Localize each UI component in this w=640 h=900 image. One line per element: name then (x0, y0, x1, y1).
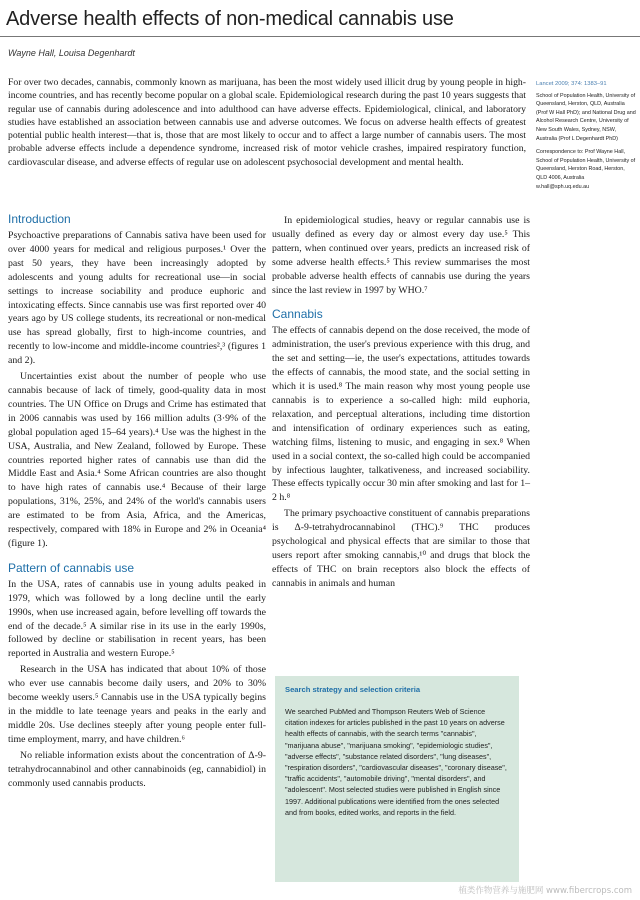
cannabis-paragraph-1: The effects of cannabis depend on the dose received, the mode of administration, the user's previous experience with this drug, and the set and setting—ie, the user's expectations, attitudes towards the effects of cannabis, the mood state, and the social setting in which it is used.⁸ The main reason why most young people use cannabis is to experience a so-called high: mild euphoria, relaxation, and perceptual alterations, including time distortion and intensification of ordinary experiences such as eating, watching films, listening to music, and engaging in sex.⁸ When used in a social context, the so-called high could be accompanied by infectious laughter, talkativeness, and increased sociability. These effects typically occur 30 min after smoking and last for 1–2 h.⁸ (272, 325, 530, 504)
correspondence: Correspondence to: Prof Wayne Hall, School of Population Health, University of Queensland, Herston Road, Herston, QLD 4006, Australia w.hall@sph.uq.edu.au (536, 149, 636, 190)
affiliation: School of Population Health, University of Queensland, Herston, QLD, Australia (Prof W Hall PhD); and National Drug and Alcohol Research Centre, University of New South Wales, Sydney, NSW, Australia (Prof L Degenhardt PhD) (536, 92, 636, 142)
pattern-paragraph-2: Research in the USA has indicated that about 10% of those who ever use cannabis become daily users, and 20% to 30% become weekly users.⁵ Cannabis use in the USA typically begins in the middle to late teenage years and peaks in the early and middle 20s. Use declines steeply after young people enter full-time employment, marry, and have children.⁶ (8, 664, 266, 745)
right-intro-paragraph: In epidemiological studies, heavy or regular cannabis use is usually defined as every day or almost every day use.⁵ This pattern, when continued over years, predicts an increased risk of some adverse health effects.⁵ This review summarises the most probable adverse health effects of cannabis use during the years since the last review in 1997 by WHO.⁷ (272, 215, 530, 296)
introduction-paragraph-2: Uncertainties exist about the number of people who use cannabis because of lack of timely, good-quality data in most countries. The UN Office on Drugs and Crime has estimated that in 2006 cannabis was used by 166 million adults (3·9% of the global population aged 15–64 years).⁴ Use was the highest in the USA, Australia, and New Zealand, followed by Europe. These countries reported higher rates of cannabis use than did the Middle East and Asia.⁴ Some African countries are also thought to have high rates of cannabis use.⁴ Because of their large populations, 31%, 25%, and 24% of the world's cannabis users are estimated to be from Asia, Africa, and the Americas, respectively, compared with 18% in Europe and 2% in Oceania⁴ (figure 1). (8, 371, 266, 549)
introduction-heading: Introduction (8, 212, 71, 226)
cannabis-heading: Cannabis (272, 307, 323, 322)
article-title: Adverse health effects of non-medical cannabis use (6, 8, 454, 30)
right-column (272, 214, 530, 591)
pattern-paragraph-1: In the USA, rates of cannabis use in young adults peaked in 1979, which was followed by a long decline until the early 1990s, when use increased again, before levelling off towards the end of the decade.⁵ A similar rise in its use in the early 1990s, followed by decline or stabilisation in recent years, has been reported in Australia and western Europe.⁵ (8, 578, 266, 660)
authors: Wayne Hall, Louisa Degenhardt (8, 48, 135, 58)
search-strategy-box (275, 676, 519, 882)
search-strategy-title: Search strategy and selection criteria (285, 685, 421, 694)
cannabis-paragraph-2: The primary psychoactive constituent of cannabis preparations is Δ-9-tetrahydrocannabinol (THC).⁹ THC produces psychological and physical effects that are similar to those that users report after smoking cannabis,¹⁰ and drugs that block the effects of THC on brain receptors also block the effects of cannabis in animals and human (272, 508, 530, 589)
sidebar (536, 80, 636, 196)
abstract: For over two decades, cannabis, commonly known as marijuana, has been the most widely used illicit drug by young people in high-income countries, and has recently become popular on a global scale. Epidemiological research during the past 10 years suggests that regular use of cannabis during adolescence and into adulthood can have adverse effects. Epidemiological, clinical, and laboratory studies have established an association between cannabis use and adverse outcomes. We focus on adverse health effects of greatest potential public health interest—that is, those that are most likely to occur and to affect a large number of cannabis users. The most probable adverse effects include a dependence syndrome, increased risk of motor vehicle crashes, impaired respiratory function, cardiovascular disease, and adverse effects of regular use on adolescent psychosocial development and mental health. (8, 77, 526, 168)
introduction-paragraph-1: Psychoactive preparations of Cannabis sativa have been used for over 4000 years for medical and religious purposes.¹ Over the past 50 years, they have been increasingly adopted by adolescents and young adults for recreational use—in social settings to increase sociability and produce euphoric and intoxicating effects. Since cannabis use was first reported over 40 years ago by US college students, its recreational or non-medical use has spread globally, first to high-income countries, and recently to low-income and middle-income countries²,³ (figures 1 and 2). (8, 230, 266, 367)
search-strategy-text: We searched PubMed and Thompson Reuters Web of Science citation indexes for articles published in the past 10 years on adverse health effects of cannabis, with the search terms "cannabis", "marijuana abuse", "marijuana smoking", "epidemiologic studies", "adverse effects", "substance related disorders", "lung diseases", "respiration disorders", "cardiovascular diseases", "coronary disease", "traffic accidents", "automobile driving", "mental disorders", and "adolescent". Most selected studies were published in English since 1997. Additional publications were identified from the ones selected and from books, edited works, and reports in the field. (285, 707, 507, 817)
left-column (8, 212, 266, 790)
watermark: 植类作物营养与施肥网 www.fibercrops.com (458, 886, 632, 896)
pattern-paragraph-3: No reliable information exists about the concentration of Δ-9-tetrahydrocannabinol and other cannabinoids (eg, cannabidiol) in commonly used cannabis products. (8, 749, 266, 789)
pattern-heading: Pattern of cannabis use (8, 560, 135, 575)
title-divider (0, 36, 640, 37)
citation: Lancet 2009; 374: 1383–91 (536, 81, 607, 87)
